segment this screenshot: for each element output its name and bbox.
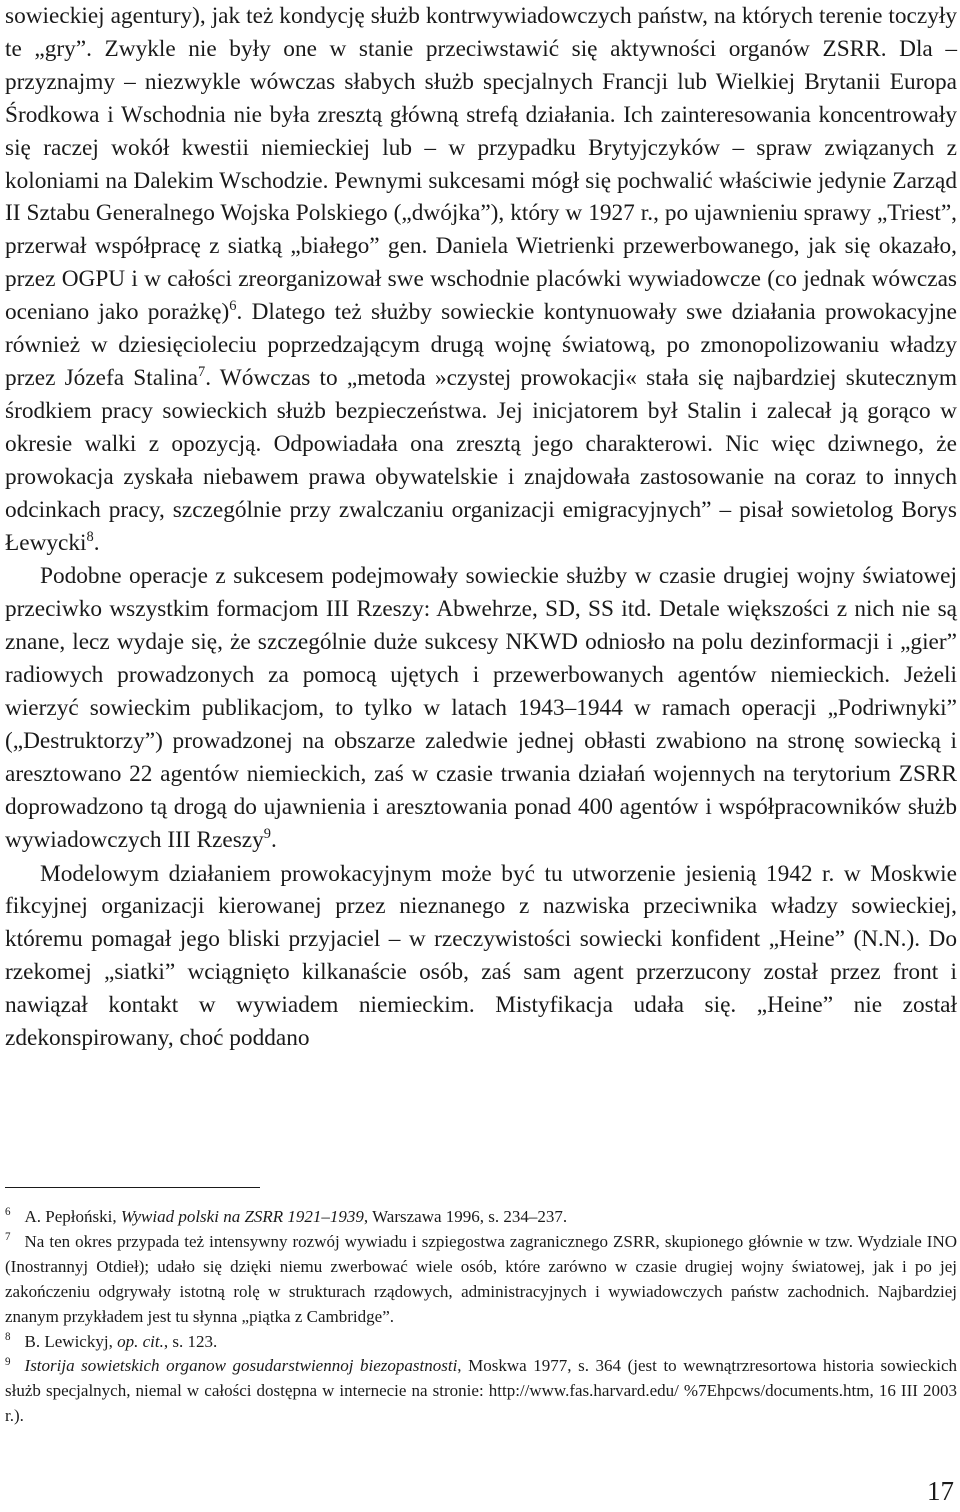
footnote-number: 7: [5, 1231, 11, 1244]
footnote-title: Wywiad polski na ZSRR 1921–1939: [120, 1207, 364, 1226]
paragraph-2-part-b: .: [270, 826, 277, 853]
paragraph-1-part-b: . Dlatego też służby sowieckie kontynuowały swe działania prowokacyjne również w dziesięcioleciu poprzedzającym drugą wojnę światową, po zmonopolizowaniu władzy przez Józefa Stalina: [5, 299, 957, 391]
footnote: [5, 1354, 957, 1429]
footnote-text: A. Pepłoński,: [24, 1207, 121, 1226]
paragraph-1-part-a: sowieckiej agentury), jak też kondycję służb kontrwywiadowczych państw, na których terenie toczyły te „gry”. Zwykle nie były one w stanie przeciwstawić się aktywności organów ZSRR. Dla – przyznajmy – niezwykle wówczas słabych służb specjalnych Francji lub Wielkiej Brytanii Europa Środkowa i Wschodnia nie była zresztą główną strefą działania. Ich zainteresowania koncentrowały się raczej wokół kwestii niemieckiej lub – w przypadku Brytyjczyków – spraw związanych z koloniami na Dalekim Wschodzie. Pewnymi sukcesami mógł się pochwalić właściwie jedynie Zarząd II Sztabu Generalnego Wojska Polskiego („dwójka”), który w 1927 r., po ujawnieniu sprawy „Triest”, przerwał współpracę z siatką „białego” gen. Daniela Wietrienki przewerbowanego, jak się okazało, przez OGPU i w całości zreorganizował swe wschodnie placówki wywiadowcze (co jednak wówczas oceniano jako porażkę): [5, 3, 957, 326]
footnote-text: B. Lewickyj,: [24, 1331, 118, 1351]
book-page: [5, 0, 957, 1055]
footnote-title: Istorija sowietskich organow gosudarstwiennoj biezopastnosti: [24, 1356, 458, 1376]
paragraph-2-part-a: Podobne operacje z sukcesem podejmowały sowieckie służby w czasie drugiej wojny światowej przeciwko wszystkim formacjom III Rzeszy: Abwehrze, SD, SS itd. Detale większości z nich nie są znane, lecz wydaje się, że szczególnie duże sukcesy NKWD odniosło na polu dezinformacji i „gier” radiowych prowadzonych za pomocą ujętych i przewerbowanych agentów niemieckich. Jeżeli wierzyć sowieckim publikacjom, to tylko w latach 1943–1944 w ramach operacji „Podriwnyki” („Destruktorzy”) prowadzonej na obszarze zaledwie jednej obłasti zwabiono na stronę sowiecką i aresztowano 22 agentów niemieckich, zaś w czasie trwania działań wojennych na terytorium ZSRR doprowadzono tą drogą do ujawnienia i aresztowania ponad 400 agentów i współpracowników służb wywiadowczych III Rzeszy: [5, 563, 957, 853]
footnote-number: 6: [5, 1206, 11, 1219]
footnote-ref-8[interactable]: 8: [86, 528, 94, 545]
footnotes: [5, 1205, 957, 1429]
footnote-number: 9: [5, 1355, 11, 1368]
main-text: [5, 0, 957, 1055]
paragraph-1-part-c: . Wówczas to „metoda »czystej prowokacji« stała się najbardziej skutecznym środkiem pracy sowieckich służb bezpieczeństwa. Jej inicjatorem był Stalin i zalecał ją gorąco w okresie walki z opozycją. Odpowiadała ona zresztą jego charakterowi. Nic więc dziwnego, że prowokacja zyskała niebawem prawa obywatelskie i znajdowała zastosowanie na coraz to innych odcinkach pracy, szczególnie przy zwalczaniu organizacji emigracyjnych” – pisał sowietolog Borys Łewycki: [5, 364, 957, 556]
footnote-text-end: , Moskwa 1977, s. 364 (jest to wewnątrzresortowa historia sowieckich służb specjalnych, niemal w całości dostępna w internecie na stronie: http://www.fas.harvard.edu/ %7Ehpcws/documents.htm, 16 III 2003 r.).: [5, 1356, 957, 1426]
footnote-text-end: , Warszawa 1996, s. 234–237.: [363, 1207, 568, 1226]
footnote-number: 8: [5, 1330, 11, 1343]
paragraph-2: [5, 560, 957, 856]
page-number: 17: [927, 1476, 954, 1506]
paragraph-3: Modelowym działaniem prowokacyjnym może być tu utworzenie jesienią 1942 r. w Moskwie fikcyjnej organizacji kierowanej przez nieznanego z nazwiska przeciwnika władzy sowieckiej, któremu pomagał jego bliski przyjaciel – w rzeczywistości sowiecki konfident „Heine” (N.N.). Do rzekomej „siatki” wciągnięto kilkanaście osób, zaś sam agent przerzucony został przez front i nawiązał kontakt w wywiadem niemieckim. Mistyfikacja udała się. „Heine” nie został zdekonspirowany, choć poddano: [5, 860, 957, 1052]
footnote-divider: [5, 1187, 260, 1188]
footnote-title: op. cit.: [117, 1331, 164, 1351]
footnote-ref-7[interactable]: 7: [198, 364, 206, 381]
footnote-text: Na ten okres przypada też intensywny rozwój wywiadu i szpiegostwa zagranicznego ZSRR, skupionego głównie w tzw. Wydziale INO (Inostrannyj Otdieł); udało się dzięki niemu zwerbować wiele osób, które zarówno w czasie drugiej wojny światowej, jak i po jej zakończeniu odgrywały istotną rolę w strukturach rządowych, administracyjnych i wywiadowczych państw zachodnich. Najbardziej znanym przykładem jest tu słynna „piątka z Cambridge”.: [5, 1231, 957, 1326]
paragraph-1-part-d: .: [93, 529, 100, 556]
footnote-ref-6[interactable]: 6: [229, 298, 237, 315]
footnote: [5, 1205, 957, 1230]
paragraph-1: [5, 0, 957, 559]
footnote: [5, 1230, 957, 1330]
footnote-text-end: , s. 123.: [163, 1331, 218, 1351]
footnote-ref-9[interactable]: 9: [263, 825, 271, 842]
footnote: [5, 1330, 957, 1355]
